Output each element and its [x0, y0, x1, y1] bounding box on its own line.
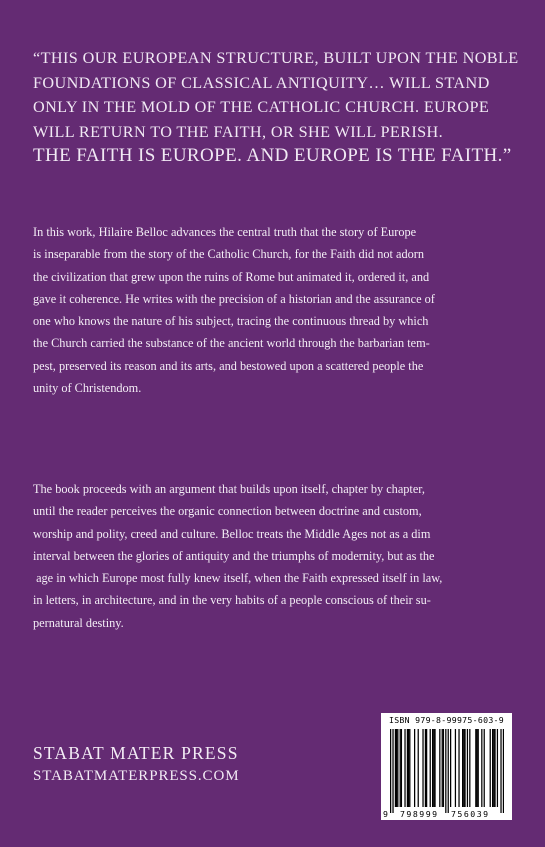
barcode-bar [478, 729, 479, 807]
description-paragraph-2 [33, 478, 513, 634]
barcode-bar [445, 729, 446, 813]
barcode-bar [442, 729, 443, 807]
barcode-lead-digit: 9 [383, 809, 388, 819]
barcode-bar [418, 729, 419, 807]
barcode-bar [490, 729, 491, 807]
isbn-label: ISBN 979-8-99975-603-9 [388, 715, 505, 725]
paragraph-line: unity of Christendom. [33, 381, 142, 396]
barcode-bar [425, 729, 426, 807]
barcode-bar [400, 729, 401, 807]
barcode-bar [448, 729, 449, 813]
paragraph-line: interval between the glories of antiquity and the triumphs of modernity, but as the [33, 548, 435, 563]
publisher-block [33, 741, 239, 787]
barcode-bar [464, 729, 465, 807]
pull-quote [33, 46, 523, 168]
quote-line: ONLY IN THE MOLD OF THE CATHOLIC CHURCH. EUROPE [33, 98, 490, 117]
description-paragraph-1 [33, 221, 513, 399]
paragraph-line: gave it coherence. He writes with the precision of a historian and the assurance of [33, 291, 435, 306]
barcode-bar [426, 729, 427, 807]
quote-line: FOUNDATIONS OF CLASSICAL ANTIQUITY… WILL STAND [33, 73, 490, 92]
barcode-bar [455, 729, 456, 807]
paragraph-line: age in which Europe most fully knew itself, when the Faith expressed itself in law, [33, 571, 443, 586]
barcode-bar [397, 729, 398, 807]
barcode-bar [433, 729, 434, 807]
paragraph-line: one who knows the nature of his subject, tracing the continuous thread by which [33, 314, 429, 329]
barcode-bar [407, 729, 408, 807]
isbn-barcode [381, 713, 512, 820]
barcode-bar [404, 729, 405, 807]
barcode-bar [434, 729, 435, 807]
paragraph-line: in letters, in architecture, and in the very habits of a people conscious of their su- [33, 593, 431, 608]
barcode-bar [494, 729, 495, 807]
barcode-bar [463, 729, 464, 807]
barcode-bar [458, 729, 459, 807]
paragraph-line: pernatural destiny. [33, 615, 124, 630]
barcode-bar [493, 729, 494, 807]
barcode-bar [503, 729, 504, 813]
paragraph-line: worship and polity, creed and culture. Belloc treats the Middle Ages not as a dim [33, 526, 431, 541]
barcode-bar [467, 729, 468, 807]
paragraph-line: the Church carried the substance of the ancient world through the barbarian tem- [33, 336, 430, 351]
barcode-bar [396, 729, 397, 807]
barcode-bar [392, 729, 393, 813]
barcode-bar [492, 729, 493, 807]
publisher-website: STABATMATERPRESS.COM [33, 768, 240, 784]
paragraph-line: pest, preserved its reason and its arts, and bestowed upon a scattered people the [33, 358, 424, 373]
paragraph-line: is inseparable from the story of the Catholic Church, for the Faith did not adorn [33, 247, 425, 262]
barcode-bar [409, 729, 410, 807]
barcode-right-digits: 756039 [451, 809, 490, 819]
barcode-bar [462, 729, 463, 807]
quote-line: “THIS OUR EUROPEAN STRUCTURE, BUILT UPON THE NOBLE [33, 49, 519, 67]
barcode-bar [432, 729, 433, 807]
barcode-bar [430, 729, 431, 807]
quote-line: WILL RETURN TO THE FAITH, OR SHE WILL PERISH. [33, 122, 444, 141]
quote-closing-line: THE FAITH IS EUROPE. AND EUROPE IS THE FAITH.” [33, 145, 512, 167]
barcode-bar [439, 729, 440, 807]
barcode-left-digits: 798999 [400, 809, 439, 819]
barcode-bar [475, 729, 476, 807]
barcode-bar [443, 729, 444, 807]
barcode-bars [390, 729, 504, 813]
barcode-bar [481, 729, 482, 807]
barcode-bar [450, 729, 451, 807]
barcode-bar [390, 729, 391, 813]
paragraph-line: In this work, Hilaire Belloc advances the central truth that the story of Europe [33, 225, 417, 239]
barcode-bar [476, 729, 477, 807]
barcode-bar [395, 729, 396, 807]
barcode-bar [414, 729, 415, 807]
barcode-bar [401, 729, 402, 807]
barcode-bar [484, 729, 485, 807]
paragraph-line: The book proceeds with an argument that builds upon itself, chapter by chapter, [33, 482, 425, 496]
barcode-bar [500, 729, 501, 813]
publisher-name: STABAT MATER PRESS [33, 743, 239, 763]
barcode-bar [497, 729, 498, 807]
barcode-bar [408, 729, 409, 807]
barcode-bar [469, 729, 470, 807]
paragraph-line: the civilization that grew upon the ruins of Rome but animated it, ordered it, and [33, 269, 430, 284]
barcode-bar [422, 729, 423, 807]
paragraph-line: until the reader perceives the organic connection between doctrine and custom, [33, 504, 422, 519]
